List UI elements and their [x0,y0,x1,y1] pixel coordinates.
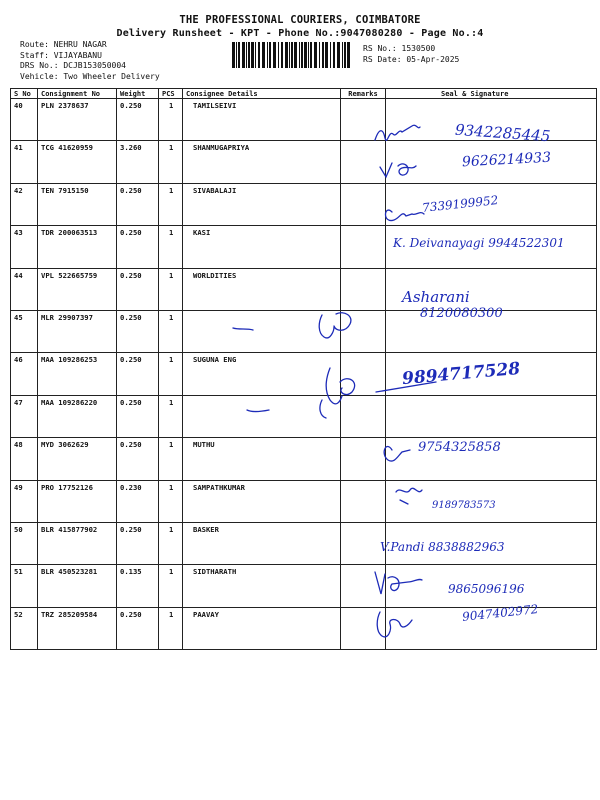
drs-label: DRS No.: DCJB153050004 [20,61,126,70]
vehicle-label: Vehicle: Two Wheeler Delivery [20,71,160,81]
cell-weight: 0.250 [117,522,159,564]
signature-row-42: 7339199952 [421,193,499,215]
cell-sno: 41 [11,141,38,183]
cell-sno: 43 [11,226,38,268]
cell-pcs: 1 [159,607,183,649]
cell-consignment: BLR 415877902 [38,522,117,564]
cell-weight: 0.250 [117,353,159,395]
scrawl-row-41 [380,163,416,177]
signature-row-41: 9626214933 [461,149,552,171]
cell-consignment: MAA 109286220 [38,395,117,437]
cell-sno: 46 [11,353,38,395]
cell-consignee: WORLDITIES [183,268,341,310]
cell-consignment: PLN 2378637 [38,99,117,141]
signature-row-40: 9342285445 [454,120,551,146]
col-consignee: Consignee Details [183,89,341,99]
signature-row-45-name: Asharani [402,288,470,306]
scrawl-row-51 [375,572,422,594]
cell-consignment: BLR 450523281 [38,565,117,607]
cell-weight: 0.250 [117,310,159,352]
cell-pcs: 1 [159,438,183,480]
scrawl-row-46 [326,368,436,404]
cell-weight: 0.250 [117,226,159,268]
signature-row-43: K. Deivanayagi 9944522301 [393,236,565,250]
col-consignment: Consignment No [38,89,117,99]
cell-consignee: PAAVAY [183,607,341,649]
cell-consignment: TEN 7915150 [38,183,117,225]
col-signature: Seal & Signature [386,89,597,99]
rs-number: RS No.: 1530500 [363,44,436,53]
cell-weight: 3.260 [117,141,159,183]
cell-consignee: SIDTHARATH [183,565,341,607]
cell-pcs: 1 [159,226,183,268]
signature-row-45-phone: 8120080300 [420,306,503,321]
cell-weight: 0.250 [117,438,159,480]
cell-consignee: TAMILSEIVI [183,99,341,141]
cell-weight: 0.135 [117,565,159,607]
cell-sno: 47 [11,395,38,437]
signature-row-46: 9894717528 [401,358,521,390]
cell-weight: 0.230 [117,480,159,522]
signature-row-48: 9754325858 [418,440,501,455]
cell-sno: 51 [11,565,38,607]
signature-row-49: 9189783573 [432,500,496,511]
cell-sno: 48 [11,438,38,480]
cell-sno: 45 [11,310,38,352]
cell-pcs: 1 [159,268,183,310]
cell-consignment: MLR 29907397 [38,310,117,352]
cell-consignee: SIVABALAJI [183,183,341,225]
cell-pcs: 1 [159,183,183,225]
cell-consignee: MUTHU [183,438,341,480]
company-title: THE PROFESSIONAL COURIERS, COIMBATORE [179,14,421,26]
scrawl-row-48 [384,447,410,462]
cell-consignment: TDR 200063513 [38,226,117,268]
cell-pcs: 1 [159,99,183,141]
cell-consignment: MAA 109286253 [38,353,117,395]
cell-consignment: TCG 41620959 [38,141,117,183]
cell-pcs: 1 [159,480,183,522]
cell-pcs: 1 [159,310,183,352]
scrawl-row-52 [377,612,412,637]
staff-label: Staff: VIJAYABANU [20,50,102,60]
cell-weight: 0.250 [117,99,159,141]
cell-weight: 0.250 [117,268,159,310]
cell-consignee: SHANMUGAPRIYA [183,141,341,183]
rs-date: RS Date: 05-Apr-2025 [363,54,460,64]
scrawl-row-49 [396,488,422,504]
col-weight: Weight [117,89,159,99]
cell-consignment: MYD 3062629 [38,438,117,480]
cell-sno: 40 [11,99,38,141]
cell-consignee: SAMPATHKUMAR [183,480,341,522]
col-remarks: Remarks [341,89,386,99]
cell-sno: 42 [11,183,38,225]
runsheet-subtitle: Delivery Runsheet - KPT - Phone No.:9047080280 - Page No.:4 [116,28,484,39]
cell-pcs: 1 [159,141,183,183]
cell-sno: 50 [11,522,38,564]
cell-weight: 0.250 [117,183,159,225]
signature-row-52: 9047402972 [461,602,539,624]
cell-consignment: PRO 17752126 [38,480,117,522]
cell-weight: 0.250 [117,607,159,649]
cell-pcs: 1 [159,565,183,607]
signature-row-50: V.Pandi 8838882963 [380,540,505,554]
cell-consignee: KASI [183,226,341,268]
cell-pcs: 1 [159,395,183,437]
cell-consignee: BASKER [183,522,341,564]
cell-pcs: 1 [159,353,183,395]
route-label: Route: NEHRU NAGAR [20,40,107,49]
scrawl-row-40 [375,125,420,140]
scrawl-row-42 [386,210,425,220]
cell-sno: 49 [11,480,38,522]
col-pcs: PCS [159,89,183,99]
cell-sno: 44 [11,268,38,310]
cell-consignee: SUGUNA ENG [183,353,341,395]
cell-sno: 52 [11,607,38,649]
scrawl-row-45 [233,313,351,338]
signature-row-51: 9865096196 [448,582,525,596]
col-sno: S No [11,89,38,99]
cell-consignment: TRZ 285209584 [38,607,117,649]
cell-weight: 0.250 [117,395,159,437]
cell-pcs: 1 [159,522,183,564]
cell-consignment: VPL 522665759 [38,268,117,310]
scrawl-row-47 [247,400,326,418]
